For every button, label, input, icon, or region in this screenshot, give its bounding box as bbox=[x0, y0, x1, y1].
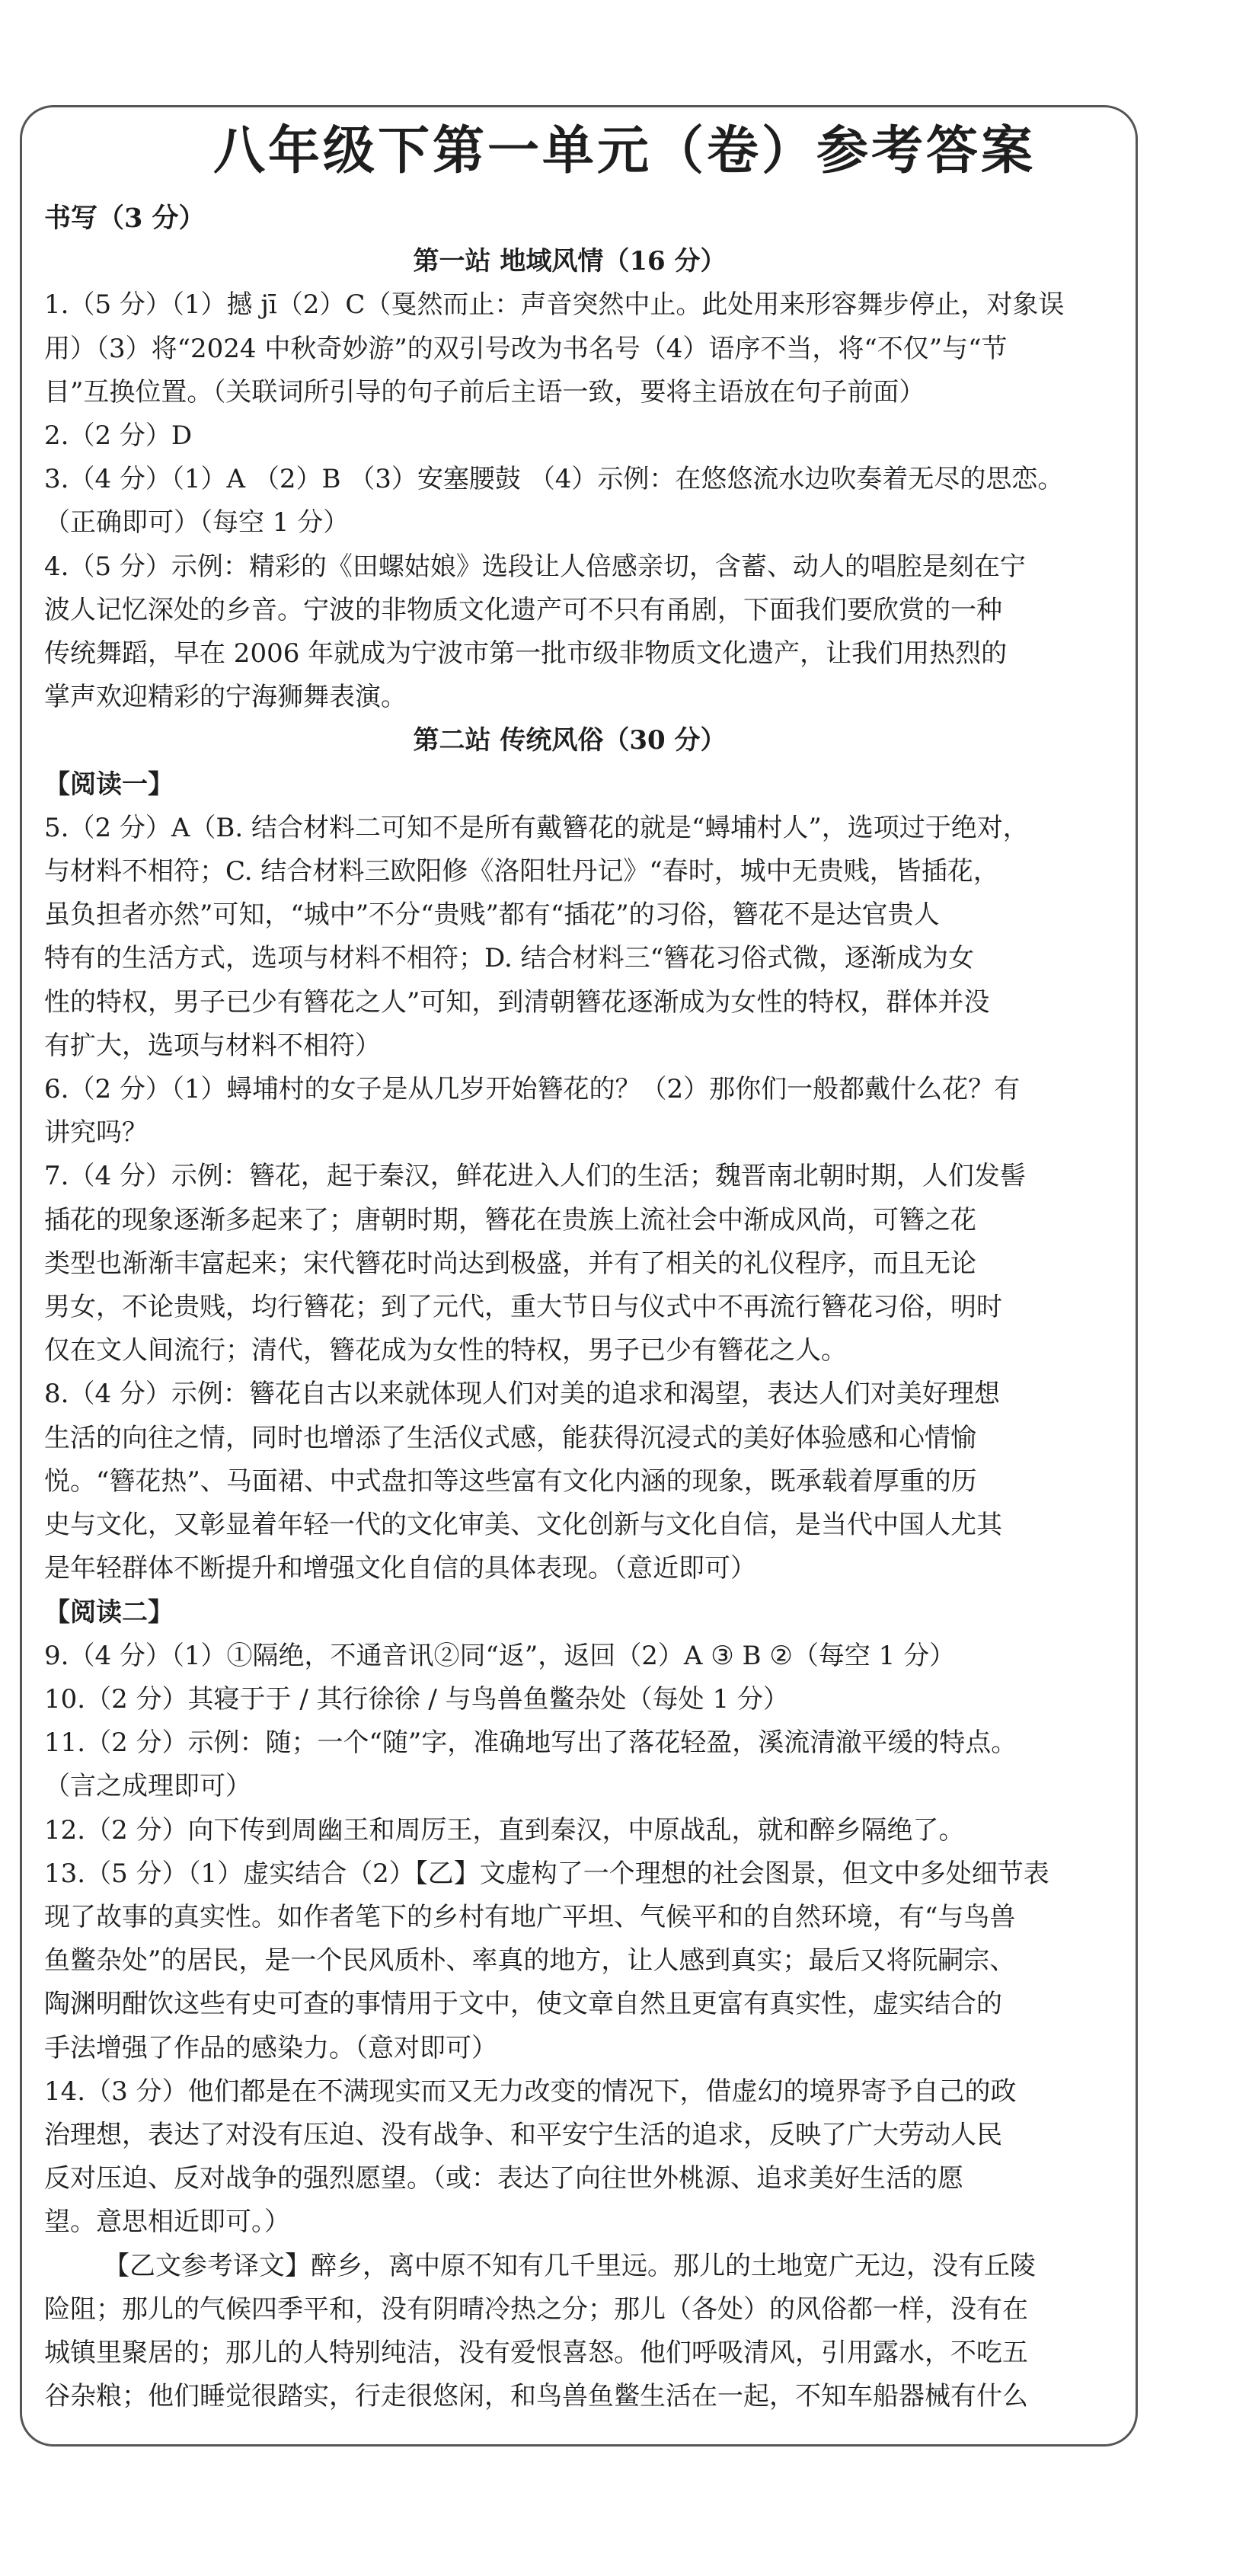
text-line: 插花的现象逐渐多起来了；唐朝时期，簪花在贵族上流社会中渐成风尚，可簪之花 bbox=[44, 1204, 976, 1235]
text-line: 生活的向往之情，同时也增添了生活仪式感，能获得沉浸式的美好体验感和心情愉 bbox=[44, 1422, 976, 1453]
text-line: 险阻；那儿的气候四季平和，没有阴晴冷热之分；那儿（各处）的风俗都一样，没有在 bbox=[44, 2293, 1028, 2325]
text-line: 3.（4 分）（1）A （2）B （3）安塞腰鼓 （4）示例：在悠悠流水边吹奏着无尽的思恋。 bbox=[44, 464, 1064, 495]
text-line: 目”互换位置。（关联词所引导的句子前后主语一致，要将主语放在句子前面） bbox=[44, 376, 925, 407]
text-line: 12.（2 分）向下传到周幽王和周厉王，直到秦汉，中原战乱，就和醉乡隔绝了。 bbox=[44, 1814, 965, 1846]
text-line: 13.（5 分）（1）虚实结合（2）【乙】文虚构了一个理想的社会图景，但文中多处细节表 bbox=[44, 1858, 1049, 1889]
text-line: 【阅读二】 bbox=[44, 1596, 174, 1628]
text-line: 第一站 地域风情（16 分） bbox=[413, 246, 727, 277]
text-line: 讲究吗？ bbox=[44, 1117, 148, 1149]
text-line: 望。意思相近即可。） bbox=[44, 2207, 290, 2238]
text-line: （正确即可）（每空 1 分） bbox=[44, 507, 350, 539]
text-line: 是年轻群体不断提升和增强文化自信的具体表现。（意近即可） bbox=[44, 1553, 756, 1584]
text-line: 波人记忆深处的乡音。宁波的非物质文化遗产可不只有甬剧，下面我们要欣赏的一种 bbox=[44, 594, 1002, 625]
answer-body bbox=[44, 197, 1126, 2418]
text-line: 反对压迫、反对战争的强烈愿望。（或：表达了向往世外桃源、追求美好生活的愿 bbox=[44, 2163, 963, 2194]
text-line: 掌声欢迎精彩的宁海狮舞表演。 bbox=[44, 682, 407, 713]
text-line: 6.（2 分）（1）蟳埔村的女子是从几岁开始簪花的？（2）那你们一般都戴什么花？有 bbox=[44, 1074, 1021, 1105]
text-line: 10.（2 分）其寝于于 / 其行徐徐 / 与鸟兽鱼鳖杂处（每处 1 分） bbox=[44, 1683, 789, 1715]
page-title: 八年级下第一单元（卷）参考答案 bbox=[212, 120, 1036, 181]
text-line: 类型也渐渐丰富起来；宋代簪花时尚达到极盛，并有了相关的礼仪程序，而且无论 bbox=[44, 1248, 976, 1279]
text-line: 陶渊明酣饮这些有史可查的事情用于文中，使文章自然且更富有真实性，虚实结合的 bbox=[44, 1989, 1002, 2020]
text-line: 与材料不相符；C. 结合材料三欧阳修《洛阳牡丹记》“春时，城中无贵贱，皆插花， bbox=[44, 856, 999, 887]
text-line: 史与文化，又彰显着年轻一代的文化审美、文化创新与文化自信，是当代中国人尤其 bbox=[44, 1510, 1002, 1541]
text-line: 现了故事的真实性。如作者笔下的乡村有地广平坦、气候平和的自然环境，有“与鸟兽 bbox=[44, 1901, 1016, 1932]
text-line: 9.（4 分）（1）①隔绝，不通音讯②同“返”，返回（2）A ③ B ②（每空 1 分） bbox=[44, 1640, 956, 1671]
text-line: 特有的生活方式，选项与材料不相符；D. 结合材料三“簪花习俗式微，逐渐成为女 bbox=[44, 943, 975, 974]
text-line: 【乙文参考译文】醉乡，离中原不知有几千里远。那儿的土地宽广无边，没有丘陵 bbox=[104, 2250, 1036, 2281]
text-line: 悦。“簪花热”、马面裙、中式盘扣等这些富有文化内涵的现象，既承载着厚重的历 bbox=[44, 1465, 977, 1497]
text-line: 书写（3 分） bbox=[44, 203, 206, 234]
text-line: 男女，不论贵贱，均行簪花；到了元代，重大节日与仪式中不再流行簪花习俗，明时 bbox=[44, 1292, 1002, 1323]
text-line: 14.（3 分）他们都是在不满现实而又无力改变的情况下，借虚幻的境界寄予自己的政 bbox=[44, 2076, 1017, 2107]
text-line: 传统舞蹈，早在 2006 年就成为宁波市第一批市级非物质文化遗产，让我们用热烈的 bbox=[44, 638, 1008, 670]
text-line: 手法增强了作品的感染力。（意对即可） bbox=[44, 2032, 497, 2063]
text-line: 1.（5 分）（1）撼 jī（2）C（戛然而止：声音突然中止。此处用来形容舞步停止，对象误 bbox=[44, 289, 1065, 321]
text-line: 5.（2 分）A（B. 结合材料二可知不是所有戴簪花的就是“蟳埔村人”，选项过于绝对， bbox=[44, 812, 1029, 843]
text-line: 性的特权，男子已少有簪花之人”可知，到清朝簪花逐渐成为女性的特权，群体并没 bbox=[44, 986, 990, 1018]
text-line: 仅在文人间流行；清代，簪花成为女性的特权，男子已少有簪花之人。 bbox=[44, 1335, 847, 1366]
text-line: 谷杂粮；他们睡觉很踏实，行走很悠闲，和鸟兽鱼鳖生活在一起，不知车船器械有什么 bbox=[44, 2381, 1028, 2412]
text-line: 7.（4 分）示例：簪花，起于秦汉，鲜花进入人们的生活；魏晋南北朝时期，人们发髻 bbox=[44, 1161, 1026, 1192]
text-line: 11.（2 分）示例：随；一个“随”字，准确地写出了落花轻盈，溪流清澈平缓的特点。 bbox=[44, 1727, 1017, 1759]
text-line: 鱼鳖杂处”的居民，是一个民风质朴、率真的地方，让人感到真实；最后又将阮嗣宗、 bbox=[44, 1945, 1016, 1977]
text-line: 2.（2 分）D bbox=[44, 420, 193, 452]
text-line: 用）（3）将“2024 中秋奇妙游”的双引号改为书名号（4）语序不当，将“不仅”与“节 bbox=[44, 333, 1008, 364]
text-line: 4.（5 分）示例：精彩的《田螺姑娘》选段让人倍感亲切，含蓄、动人的唱腔是刻在宁 bbox=[44, 551, 1026, 582]
text-line: 【阅读一】 bbox=[44, 769, 174, 800]
text-line: 有扩大，选项与材料不相符） bbox=[44, 1030, 381, 1061]
text-line: 第二站 传统风俗（30 分） bbox=[413, 725, 727, 756]
text-line: 治理想，表达了对没有压迫、没有战争、和平安宁生活的追求，反映了广大劳动人民 bbox=[44, 2119, 1002, 2150]
text-line: 虽负担者亦然”可知，“城中”不分“贵贱”都有“插花”的习俗，簪花不是达官贵人 bbox=[44, 900, 940, 931]
text-line: （言之成理即可） bbox=[44, 1771, 251, 1802]
text-line: 8.（4 分）示例：簪花自古以来就体现人们对美的追求和渴望，表达人们对美好理想 bbox=[44, 1379, 1000, 1410]
text-line: 城镇里聚居的；那儿的人特别纯洁，没有爱恨喜怒。他们呼吸清风，引用露水，不吃五 bbox=[44, 2337, 1028, 2368]
